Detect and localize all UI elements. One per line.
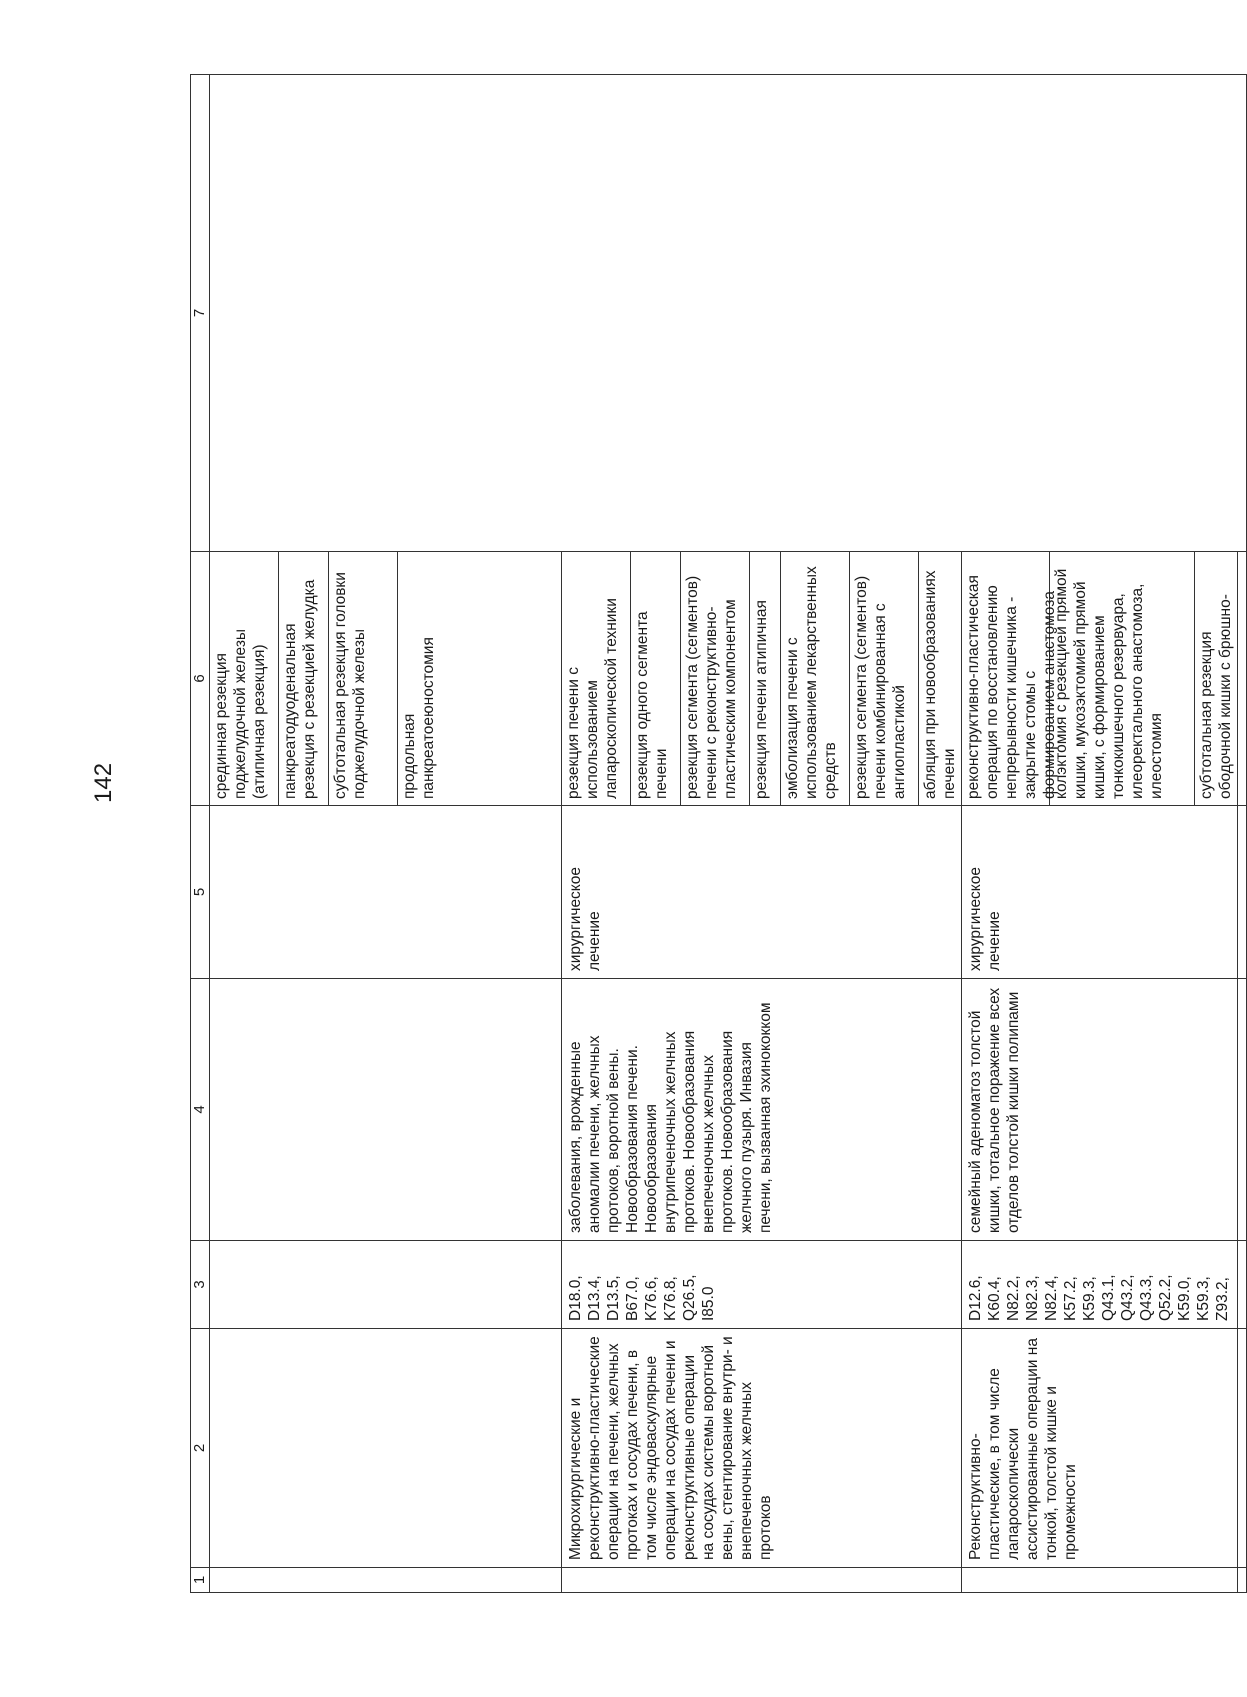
row1-codes: D18.0, D13.4, D13.5, B67.0, K76.6, K76.8, Q26.5, I85.0 [562, 1241, 962, 1329]
method-item: продольная панкреатоеюностомия [401, 637, 437, 799]
method-item: резекция одного сегмента печени [631, 552, 681, 805]
method-item: резекция печени с использованием лапароскопической техники [562, 552, 631, 805]
method-item: субтотальная резекция головки поджелудочной железы [329, 552, 398, 805]
method-item: резекция сегмента (сегментов) печени с реконструктивно-пластическим компонентом [681, 552, 750, 805]
row2-condition: семейный аденоматоз толстой кишки, тотальное поражение всех отделов толстой кишки полипами [962, 979, 1238, 1241]
header-col-1: 1 [191, 1568, 210, 1593]
method-item: абляция при новообразованиях печени [922, 570, 958, 799]
method-item: резекция печени атипичная [750, 552, 781, 805]
header-col-5: 5 [191, 806, 210, 979]
header-col-3: 3 [191, 1241, 210, 1329]
table-row-continuation [210, 75, 562, 1593]
row0-condition [210, 979, 562, 1241]
row2-num [962, 1568, 1238, 1593]
rotated-page-content [190, 75, 1234, 1593]
row2-methods [962, 552, 1238, 806]
row0-treatment [210, 806, 562, 979]
row1-condition: заболевания, врожденные аномалии печени, желчных протоков, воротной вены. Новообразования печени. Новообразования внутрипеченочных желчных протоков. Новообразования внепеченочных желчных протоков. Новообразования желчного пузыря. Инвазия печени, вызванная эхинококком [562, 979, 962, 1241]
method-item: субтотальная резекция ободочной кишки с брюшно- [1198, 594, 1234, 799]
method-item: панкреатодуоденальная резекция с резекцией желудка [279, 552, 329, 805]
row2-name: Реконструктивно-пластические, в том числе лапароскопически ассистированные операции на тонкой, толстой кишке и промежности [962, 1329, 1238, 1568]
method-item: реконструктивно-пластическая операция по восстановлению непрерывности кишечника - закрытие стомы с формированием анастомоза [962, 552, 1050, 805]
header-col-6: 6 [191, 552, 210, 806]
row1-treatment: хирургическое лечение [562, 806, 962, 979]
header-col-7: 7 [191, 75, 210, 552]
header-col-2: 2 [191, 1329, 210, 1568]
row1-name: Микрохирургические и реконструктивно-пластические операции на печени, желчных протоках и сосудах печени, в том числе эндоваскулярные операции на сосудах печени и реконструктивные операции на сосудах системы воротной вены, стентирование внутри- и внепеченочных желчных протоков [562, 1329, 962, 1568]
method-item: срединная резекция поджелудочной железы (атипичная резекция) [210, 552, 279, 805]
header-col-4: 4 [191, 979, 210, 1241]
method-item: эмболизация печени с использованием лекарственных средств [781, 552, 850, 805]
row0-codes [210, 1241, 562, 1329]
row0-name [210, 1329, 562, 1568]
method-item: резекция сегмента (сегментов) печени комбинированная с ангиопластикой [850, 552, 919, 805]
column-7-cell [210, 75, 1247, 552]
row2-codes: D12.6, K60.4, N82.2, N82.3, N82.4, K57.2, K59.3, Q43.1, Q43.2, Q43.3, Q52.2, K59.0, K59.3, Z93.2, [962, 1241, 1238, 1329]
header-row [191, 75, 210, 1593]
row1-methods [562, 552, 962, 806]
services-table [190, 74, 1247, 1593]
row1-num [562, 1568, 962, 1593]
row0-methods [210, 552, 562, 806]
page-number: 142 [90, 762, 117, 803]
method-item: колэктомия с резекцией прямой кишки, мукозэктомией прямой кишки, с формированием тонкокишечного резервуара, илеоректального анастомоза, илеостомия [1050, 552, 1195, 805]
row2-treatment: хирургическое лечение [962, 806, 1238, 979]
row0-num [210, 1568, 562, 1593]
